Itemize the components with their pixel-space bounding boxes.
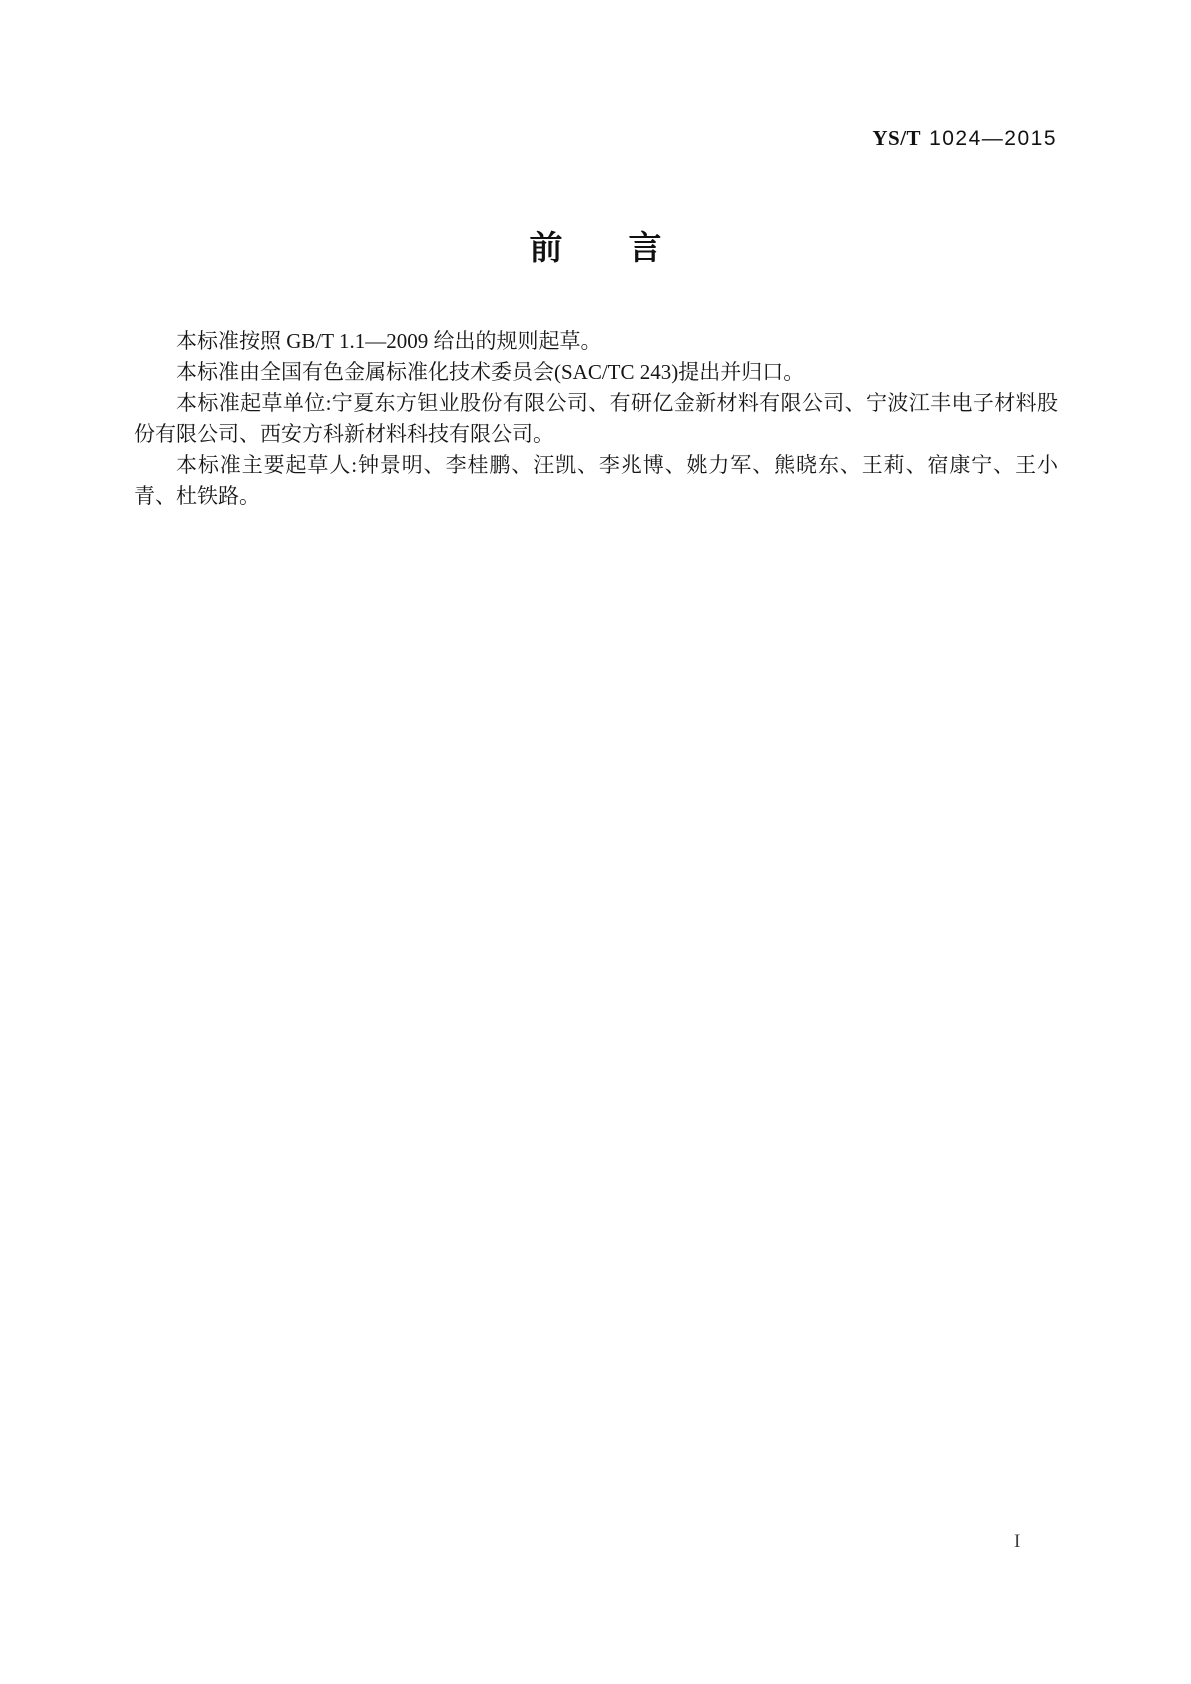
foreword-paragraph-committee: 本标准由全国有色金属标准化技术委员会(SAC/TC 243)提出并归口。 [176,360,805,384]
standard-code-prefix: YS/T [872,126,922,150]
foreword-body [134,326,1058,512]
standard-code-number: 1024—2015 [929,127,1057,150]
page-number: I [1014,1531,1021,1552]
standard-code-header [872,126,1057,151]
foreword-paragraph-drafters: 本标准主要起草人:钟景明、李桂鹏、汪凯、李兆博、姚力军、熊晓东、王莉、宿康宁、王小青、杜铁路。 [134,453,1058,508]
foreword-paragraph-drafting-rule: 本标准按照 GB/T 1.1—2009 给出的规则起草。 [176,329,602,353]
page-title: 前 言 [529,229,662,266]
foreword-paragraph-drafting-organizations: 本标准起草单位:宁夏东方钽业股份有限公司、有研亿金新材料有限公司、宁波江丰电子材料股份有限公司、西安方科新材料科技有限公司。 [134,391,1058,446]
